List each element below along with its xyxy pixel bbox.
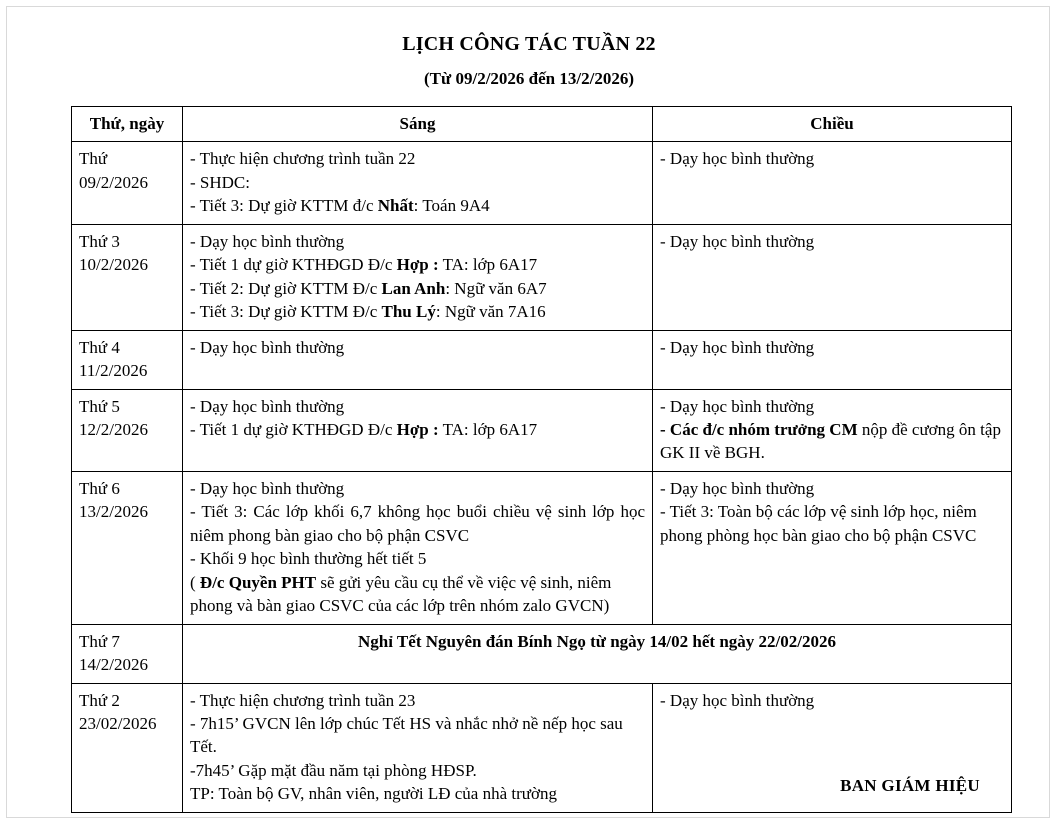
schedule-line: TP: Toàn bộ GV, nhân viên, người LĐ của nhà trường: [190, 784, 557, 804]
day-date: 13/2/2026: [79, 502, 148, 522]
day-cell: [72, 389, 183, 471]
afternoon-cell: [653, 142, 1012, 224]
schedule-line: - Dạy học bình thường: [660, 396, 815, 416]
line-emphasis: Lan Anh: [381, 278, 446, 298]
day-name: Thứ: [79, 149, 108, 169]
day-name: Thứ 4: [79, 337, 120, 357]
schedule-line: - Tiết 3: Các lớp khối 6,7 không học buổi chiều vệ sinh lớp học niêm phong bàn giao cho bộ phận CSVC: [190, 502, 645, 545]
line-text: - Tiết 1 dự giờ KTHĐGD Đ/c: [190, 419, 397, 439]
day-cell: [72, 224, 183, 330]
schedule-line: - Khối 9 học bình thường hết tiết 5: [190, 549, 427, 569]
morning-cell: [183, 389, 653, 471]
line-emphasis: Thu Lý: [381, 302, 436, 322]
table-row: [72, 624, 1012, 683]
schedule-line: - Dạy học bình thường: [660, 478, 815, 498]
schedule-line: [190, 300, 645, 323]
schedule-line: - Dạy học bình thường: [660, 337, 815, 357]
line-emphasis: Nhất: [377, 196, 414, 216]
schedule-line: - Dạy học bình thường: [190, 478, 345, 498]
day-date: 10/2/2026: [79, 255, 148, 275]
line-text: - Tiết 3: Dự giờ KTTM Đ/c: [190, 302, 382, 322]
line-text: : Ngữ văn 6A7: [445, 278, 547, 298]
day-date: 12/2/2026: [79, 419, 148, 439]
day-name: Thứ 3: [79, 231, 120, 251]
line-text: TA: lớp 6A17: [438, 255, 538, 275]
line-emphasis: Đ/c Quyền PHT: [199, 572, 317, 592]
weekly-schedule-table: [71, 106, 1012, 813]
line-text: : Ngữ văn 7A16: [435, 302, 546, 322]
schedule-line: - Thực hiện chương trình tuần 23: [190, 690, 416, 710]
schedule-line: - 7h15’ GVCN lên lớp chúc Tết HS và nhắc nhở nề nếp học sau Tết.: [190, 713, 623, 757]
line-text: TA: lớp 6A17: [438, 419, 538, 439]
day-cell: [72, 330, 183, 389]
table-row: [72, 224, 1012, 330]
morning-cell: [183, 224, 653, 330]
schedule-line: [190, 277, 645, 300]
line-text: - Tiết 3: Dự giờ KTTM đ/c: [190, 196, 378, 216]
day-date: 14/2/2026: [79, 655, 148, 675]
table-row: [72, 142, 1012, 224]
morning-cell: [183, 471, 653, 624]
schedule-line: - Dạy học bình thường: [660, 231, 815, 251]
day-date: 11/2/2026: [79, 361, 148, 381]
line-text: nộp đề cương ôn tập GK II về BGH.: [660, 419, 1001, 463]
line-emphasis: - Các đ/c nhóm trưởng CM: [660, 419, 858, 439]
morning-cell: [183, 683, 653, 812]
line-text: : Toán 9A4: [413, 196, 490, 216]
schedule-line: - Dạy học bình thường: [660, 690, 815, 710]
schedule-line: [190, 194, 645, 217]
morning-cell: [183, 142, 653, 224]
day-name: Thứ 2: [79, 690, 120, 710]
schedule-line: [660, 418, 1004, 465]
line-text: (: [190, 572, 200, 592]
table-row: [72, 330, 1012, 389]
column-header-day: Thứ, ngày: [72, 107, 183, 142]
schedule-line: [190, 253, 645, 276]
table-row: [72, 389, 1012, 471]
signature-block: BAN GIÁM HIỆU: [840, 776, 980, 795]
line-emphasis: Hợp :: [396, 419, 439, 439]
day-date: 09/2/2026: [79, 172, 148, 192]
page-title: LỊCH CÔNG TÁC TUẦN 22: [402, 33, 656, 55]
line-text: - Tiết 2: Dự giờ KTTM Đ/c: [190, 278, 382, 298]
day-cell: [72, 624, 183, 683]
schedule-line: - Dạy học bình thường: [190, 396, 345, 416]
day-date: 23/02/2026: [79, 713, 157, 733]
line-text: - Tiết 1 dự giờ KTHĐGD Đ/c: [190, 255, 397, 275]
schedule-line: - Dạy học bình thường: [660, 149, 815, 169]
day-name: Thứ 5: [79, 396, 120, 416]
column-header-morning: Sáng: [183, 107, 653, 142]
line-emphasis: Hợp :: [396, 255, 439, 275]
day-cell: [72, 142, 183, 224]
table-header-row: [72, 107, 1012, 142]
schedule-line: -7h45’ Gặp mặt đầu năm tại phòng HĐSP.: [190, 760, 477, 780]
schedule-line: - Dạy học bình thường: [190, 337, 345, 357]
afternoon-cell: [653, 471, 1012, 624]
table-row: [72, 471, 1012, 624]
schedule-line: [190, 418, 645, 441]
morning-cell: [183, 330, 653, 389]
afternoon-cell: [653, 224, 1012, 330]
day-name: Thứ 7: [79, 631, 120, 651]
schedule-line: - Thực hiện chương trình tuần 22: [190, 149, 416, 169]
afternoon-cell: [653, 330, 1012, 389]
table-body: [72, 142, 1012, 812]
schedule-line: [190, 571, 645, 618]
day-name: Thứ 6: [79, 478, 120, 498]
line-text: sẽ gửi yêu cầu cụ thể về việc vệ sinh, niêm phong và bàn giao CSVC của các lớp trên nhóm zalo GVCN): [190, 572, 612, 616]
afternoon-cell: [653, 389, 1012, 471]
day-cell: [72, 471, 183, 624]
page-subtitle: (Từ 09/2/2026 đến 13/2/2026): [424, 69, 634, 88]
schedule-line: - Tiết 3: Toàn bộ các lớp vệ sinh lớp học, niêm phong phòng học bàn giao cho bộ phận CSVC: [660, 502, 977, 545]
day-cell: [72, 683, 183, 812]
schedule-line: - SHDC:: [190, 172, 250, 192]
schedule-line: - Dạy học bình thường: [190, 231, 345, 251]
holiday-notice-cell: Nghỉ Tết Nguyên đán Bính Ngọ từ ngày 14/02 hết ngày 22/02/2026: [183, 624, 1012, 683]
column-header-afternoon: Chiều: [653, 107, 1012, 142]
